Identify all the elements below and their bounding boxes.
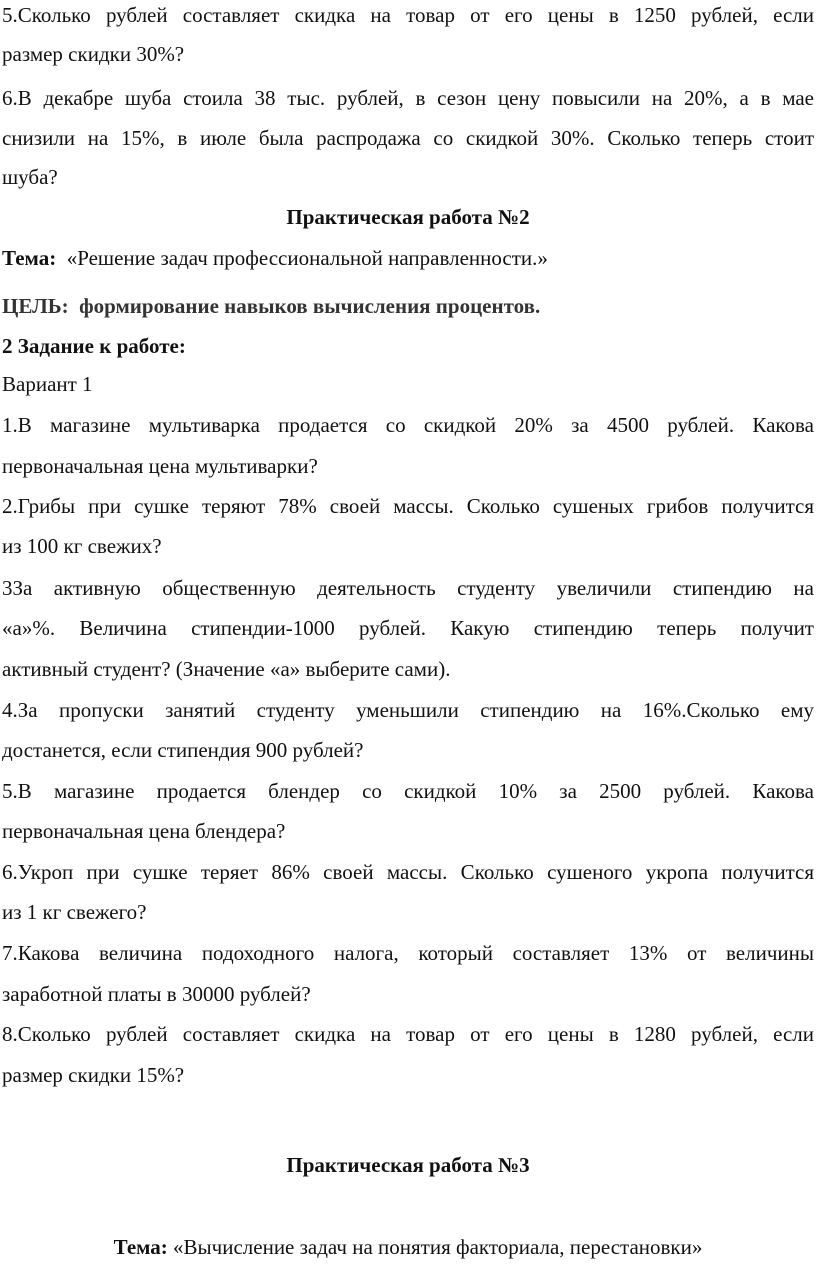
task-line: «а»%. Величина стипендии-1000 рублей. Какую стипендию теперь получит <box>2 616 814 640</box>
task-line: 4.За пропуски занятий студенту уменьшили стипендию на 16%.Сколько ему <box>2 698 814 722</box>
task-line: 3За активную общественную деятельность студенту увеличили стипендию на <box>2 576 814 600</box>
work2-goal-label: ЦЕЛЬ: <box>2 294 69 318</box>
task-line: достанется, если стипендия 900 рублей? <box>2 738 364 762</box>
work2-topic <box>2 245 814 271</box>
task-line: первоначальная цена мультиварки? <box>2 454 318 478</box>
task-line: 7.Какова величина подоходного налога, который составляет 13% от величины <box>2 941 814 965</box>
task-line: 2.Грибы при сушке теряют 78% своей массы. Сколько сушеных грибов получится <box>2 494 814 518</box>
work2-topic-text: «Решение задач профессиональной направленности.» <box>66 246 548 270</box>
intro-task6-line1: 6.В декабре шуба стоила 38 тыс. рублей, в сезон цену повысили на 20%, а в мае <box>2 86 814 110</box>
intro-task5-line2: размер скидки 30%? <box>2 42 185 66</box>
task-line: 5.В магазине продается блендер со скидкой 10% за 2500 рублей. Какова <box>2 779 814 803</box>
work2-title: Практическая работа №2 <box>286 205 530 229</box>
task-line: размер скидки 15%? <box>2 1063 185 1087</box>
work2-goal <box>2 293 814 319</box>
task-line: активный студент? (Значение «а» выберите сами). <box>2 657 451 681</box>
intro-task5-line1: 5.Сколько рублей составляет скидка на товар от его цены в 1250 рублей, если <box>2 3 814 27</box>
work3-title: Практическая работа №3 <box>286 1153 530 1177</box>
work2-goal-text: формирование навыков вычисления процентов. <box>79 294 541 318</box>
work2-variant: Вариант 1 <box>2 372 93 396</box>
task-line: первоначальная цена блендера? <box>2 819 286 843</box>
task-line: из 100 кг свежих? <box>2 534 162 558</box>
work3-topic-text: «Вычисление задач на понятия факториала, перестановки» <box>173 1235 703 1259</box>
task-line: из 1 кг свежего? <box>2 900 147 924</box>
intro-task6-line2: снизили на 15%, в июле была распродажа со скидкой 30%. Сколько теперь стоит <box>2 126 814 150</box>
work2-assignment: 2 Задание к работе: <box>2 334 186 358</box>
task-line: 1.В магазине мультиварка продается со скидкой 20% за 4500 рублей. Какова <box>2 413 814 437</box>
task-line: 8.Сколько рублей составляет скидка на товар от его цены в 1280 рублей, если <box>2 1022 814 1046</box>
work2-topic-label: Тема: <box>2 246 57 270</box>
intro-task6-line3: шуба? <box>2 165 58 189</box>
work3-topic <box>2 1234 814 1260</box>
task-line: 6.Укроп при сушке теряет 86% своей массы. Сколько сушеного укропа получится <box>2 860 814 884</box>
task-line: заработной платы в 30000 рублей? <box>2 982 311 1006</box>
work3-topic-label: Тема: <box>113 1235 168 1259</box>
